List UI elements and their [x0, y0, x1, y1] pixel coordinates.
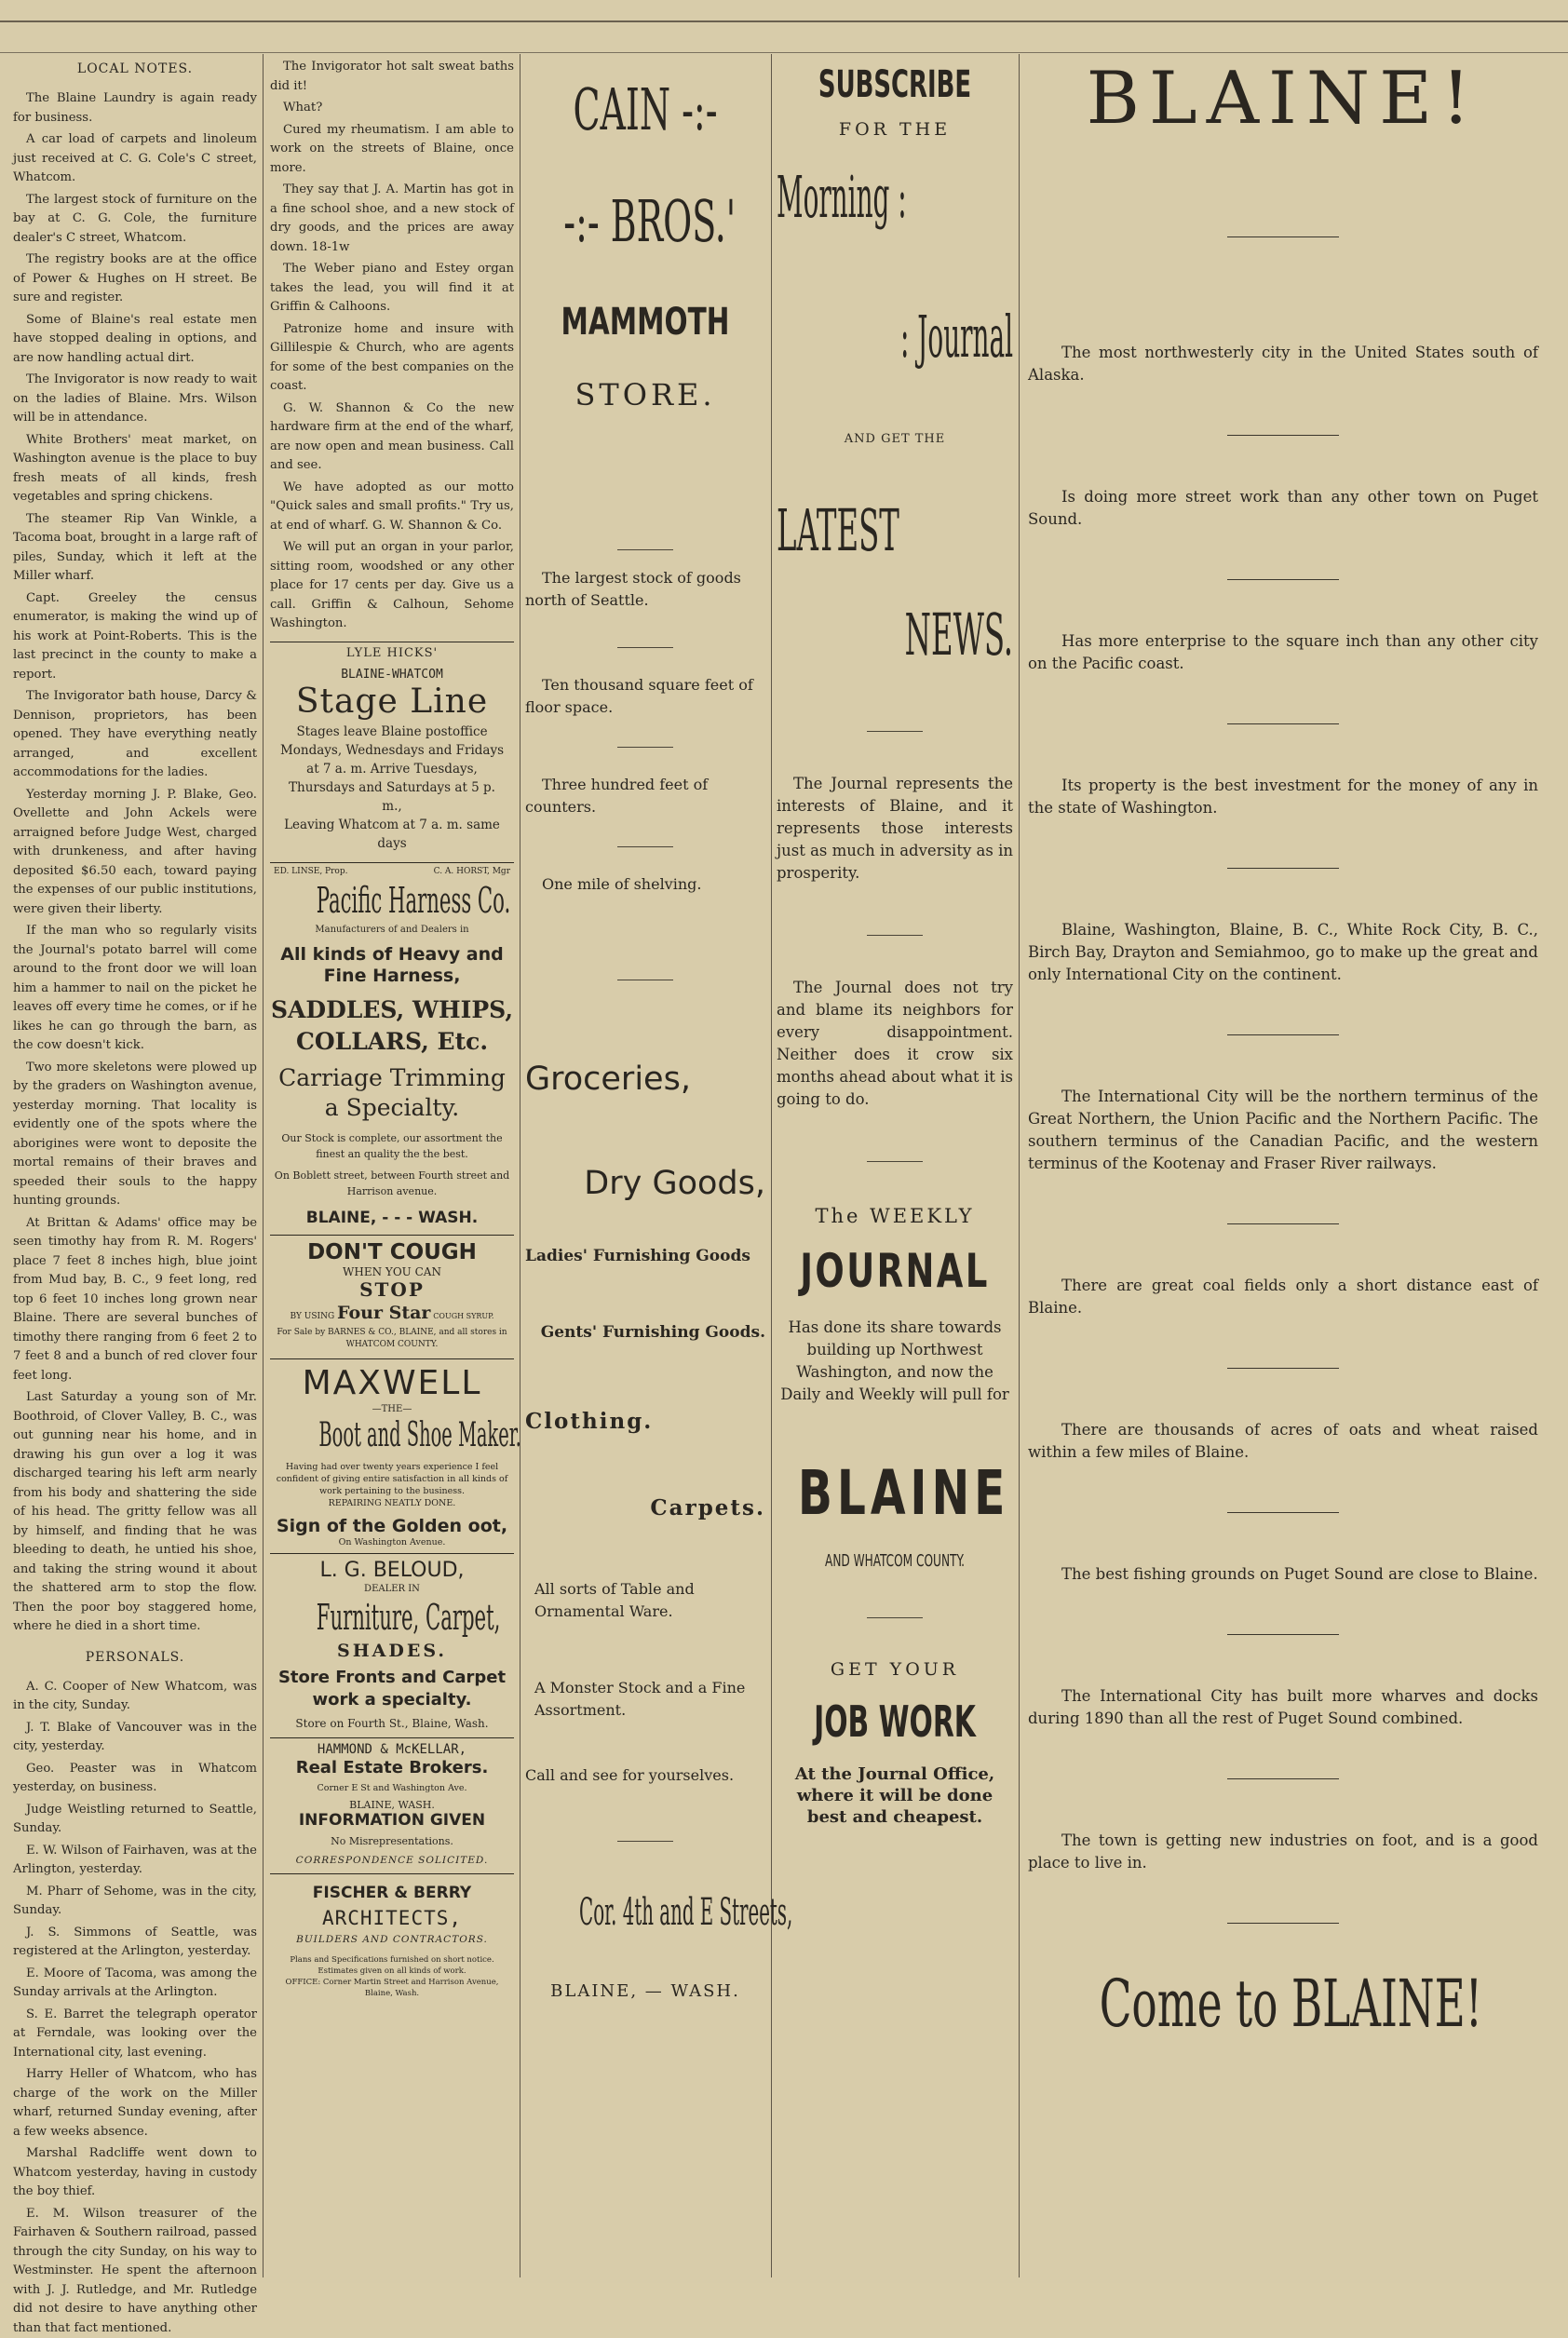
personal-note: J. S. Simmons of Seattle, was registered at the Arlington, yesterday. [13, 1924, 257, 1962]
cough-stop: STOP [270, 1278, 514, 1301]
job-work-text: At the Journal Office, where it will be done best and cheapest. [777, 1764, 1013, 1828]
bros-title: -:- BROS.' [563, 175, 726, 268]
blaine-banner: BLAINE! [1028, 52, 1538, 145]
cough-when: WHEN YOU CAN [270, 1265, 514, 1278]
section-rule [1227, 1923, 1339, 1924]
maxwell-title: MAXWELL [270, 1363, 514, 1404]
personal-note: Judge Weistling returned to Seattle, Sunday. [13, 1801, 257, 1839]
maxwell-address: On Washington Avenue. [270, 1537, 514, 1547]
personal-note: A. C. Cooper of New Whatcom, was in the city, Sunday. [13, 1678, 257, 1716]
gents-label: Gents' Furnishing Goods. [525, 1321, 765, 1344]
cough-sale: For Sale by BARNES & CO., BLAINE, and all stores in WHATCOM COUNTY. [270, 1327, 514, 1351]
and-get-the: AND GET THE [777, 432, 1013, 446]
cough-ad [270, 1235, 514, 1351]
get-your: GET YOUR [777, 1659, 1013, 1680]
hammond-place: BLAINE, WASH. [270, 1799, 514, 1811]
weekly-label: The WEEKLY [777, 1205, 1013, 1227]
personal-note: E. Moore of Tacoma, was among the Sunday arrivals at the Arlington. [13, 1965, 257, 2003]
store-title: STORE. [525, 371, 765, 419]
blaine-fact: Is doing more street work than any other town on Puget Sound. [1028, 486, 1538, 531]
short-note: The Weber piano and Estey organ takes the lead, you will find it at Griffin & Calhoons. [270, 260, 514, 318]
store-corner: Cor. 4th and E Streets, [579, 1885, 711, 1940]
local-note: Yesterday morning J. P. Blake, Geo. Ovellette and John Ackels were arraigned before Judge West, charged with drunkeness, and after having deposited $6.50 each, toward paying the expenses of our public institutions, were given their liberty. [13, 786, 257, 920]
personal-note: E. W. Wilson of Fairhaven, was at the Arlington, yesterday. [13, 1842, 257, 1880]
section-rule [1227, 1634, 1339, 1635]
section-rule [1227, 435, 1339, 436]
fischer-sub: BUILDERS AND CONTRACTORS. [270, 1934, 514, 1945]
journal-para-1: The Journal represents the interests of Blaine, and it represents those interests just as much in adversity as in prosperity. [777, 773, 1013, 885]
local-note: Two more skeletons were plowed up by the graders on Washington avenue, yesterday morning. That locality is evidently one of the spots where the aborigines were wont to deposite the mortal remains of their braves and speeded their souls to the happy hunting grounds. [13, 1059, 257, 1211]
harness-line1: All kinds of Heavy and Fine Harness, [270, 944, 514, 987]
harness-stock: Our Stock is complete, our assortment the finest an quality the the best. [270, 1130, 514, 1162]
call-see: Call and see for yourselves. [525, 1764, 765, 1787]
blaine-fact: The International City will be the northern terminus of the Great Northern, the Union Pacific and the Northern Pacific. The southern terminus of the Canadian Pacific, and the western terminus of the Kootenay and Fraser River railways. [1028, 1086, 1538, 1175]
cough-title: DON'T COUGH [270, 1239, 514, 1265]
beloud-dealer: DEALER IN [270, 1584, 514, 1594]
personal-note: Harry Heller of Whatcom, who has charge of the work on the Miller wharf, returned Sunday evening, after a few weeks absence. [13, 2065, 257, 2142]
dry-goods-label: Dry Goods, [525, 1163, 765, 1204]
stage-route: BLAINE-WHATCOM [270, 668, 514, 682]
short-note: G. W. Shannon & Co the new hardware firm at the end of the wharf, are now open and mean business. Call and see. [270, 399, 514, 476]
carpets-label: Carpets. [525, 1495, 765, 1520]
maxwell-ad [270, 1358, 514, 1547]
blaine-fact: Its property is the best investment for the money of any in the state of Washington. [1028, 775, 1538, 819]
monster-stock: A Monster Stock and a Fine Assortment. [525, 1677, 765, 1722]
personals-heading: PERSONALS. [13, 1650, 257, 1665]
news-title: NEWS. [876, 595, 1013, 675]
ads-column [270, 58, 514, 2274]
local-note: The steamer Rip Van Winkle, a Tacoma boat, brought in a large raft of piles, Sunday, which it left at the Miller wharf. [13, 510, 257, 587]
cough-by-using: BY USING [291, 1312, 335, 1321]
personal-note: S. E. Barret the telegraph operator at Ferndale, was looking over the International city, last evening. [13, 2006, 257, 2063]
blaine-title: BLAINE [798, 1447, 992, 1540]
for-the: FOR THE [777, 119, 1013, 140]
column-divider [1019, 54, 1020, 2277]
fischer-trade: ARCHITECTS, [270, 1902, 514, 1934]
personal-note: J. T. Blake of Vancouver was in the city, yesterday. [13, 1719, 257, 1757]
fact-largest-stock: The largest stock of goods north of Seattle. [525, 567, 765, 612]
personals-list [13, 1678, 257, 2338]
personal-note: Geo. Peaster was in Whatcom yesterday, on business. [13, 1760, 257, 1798]
section-rule [1227, 1368, 1339, 1369]
cough-syrup: COUGH SYRUP. [433, 1312, 493, 1320]
fischer-office: OFFICE: Corner Martin Street and Harrison Avenue, Blaine, Wash. [270, 1977, 514, 1999]
beloud-name: L. G. BELOUD, [270, 1558, 514, 1584]
stage-line-ad [270, 642, 514, 853]
harness-line3: Carriage Trimming a Specialty. [270, 1063, 514, 1123]
journal-ad [777, 58, 1013, 2274]
fact-counters: Three hundred feet of counters. [525, 774, 765, 818]
local-note: A car load of carpets and linoleum just received at C. G. Cole's C street, Whatcom. [13, 130, 257, 188]
local-notes-list [13, 89, 257, 1637]
beloud-address: Store on Fourth St., Blaine, Wash. [270, 1717, 514, 1730]
store-place: BLAINE, — WASH. [525, 1981, 765, 2001]
hammond-name: HAMMOND & McKELLAR, [270, 1742, 514, 1757]
local-note: The Invigorator is now ready to wait on the ladies of Blaine. Mrs. Wilson will be in attendance. [13, 371, 257, 428]
stage-owner: LYLE HICKS' [270, 646, 514, 660]
maxwell-text: Having had over twenty years experience I feel confident of giving entire satisfaction in all kinds of work pertaining to the business. [270, 1461, 514, 1497]
stage-line-title: Stage Line [270, 682, 514, 723]
fact-floor-space: Ten thousand square feet of floor space. [525, 674, 765, 719]
harness-ad [270, 862, 514, 1227]
fischer-ad [270, 1873, 514, 1999]
mammoth-title: MAMMOTH [547, 294, 744, 350]
local-note: The largest stock of furniture on the bay at C. G. Cole, the furniture dealer's C street, Whatcom. [13, 191, 257, 249]
beloud-line1: Furniture, Carpet, [317, 1594, 467, 1641]
cain-bros-ad [525, 58, 765, 2274]
local-note: Some of Blaine's real estate men have stopped dealing in options, and are now handling actual dirt. [13, 311, 257, 369]
harness-place: BLAINE, - - - WASH. [270, 1209, 514, 1227]
blaine-fact: The International City has built more wharves and docks during 1890 than all the rest of Puget Sound combined. [1028, 1685, 1538, 1730]
local-note: The Invigorator bath house, Darcy & Dennison, proprietors, has been opened. They have everything neatly arranged, and excellent accommodations for the ladies. [13, 687, 257, 783]
table-ware: All sorts of Table and Ornamental Ware. [525, 1578, 765, 1623]
beloud-line3: Store Fronts and Carpet work a specialty. [270, 1667, 514, 1711]
morning-title: Morning : [777, 158, 895, 237]
stage-schedule: Stages leave Blaine postoffice Mondays, Wednesdays and Fridays at 7 a. m. Arrive Tuesdays, Thursdays and Saturdays at 5 p. m., [270, 723, 514, 816]
column-divider [771, 54, 772, 2277]
short-notes-list [270, 58, 514, 634]
maxwell-sign: Sign of the Golden oot, [270, 1515, 514, 1537]
come-to-blaine: Come to BLAINE! [1100, 1957, 1467, 2050]
local-notes-column [13, 58, 257, 2274]
short-note: Cured my rheumatism. I am able to work on the streets of Blaine, once more. [270, 121, 514, 179]
short-note: What? [270, 99, 514, 118]
harness-line2: SADDLES, WHIPS, COLLARS, Etc. [270, 994, 514, 1058]
personal-note: M. Pharr of Sehome, was in the city, Sunday. [13, 1883, 257, 1921]
hammond-nomis: No Misrepresentations. [270, 1835, 514, 1847]
local-note: White Brothers' meat market, on Washington avenue is the place to buy fresh meats of all kinds, fresh vegetables and spring chickens. [13, 431, 257, 507]
blaine-facts-column [1028, 58, 1538, 2274]
blaine-facts-list [1028, 237, 1538, 1924]
weekly-journal-title: JOURNAL [798, 1237, 992, 1305]
short-note: They say that J. A. Martin has got in a fine school shoe, and a new stock of dry goods, and the prices are away down. 18-1w [270, 181, 514, 257]
cain-title: CAIN -:- [563, 63, 726, 156]
local-note: If the man who so regularly visits the Journal's potato barrel will come around to the front door we will loan him a hammer to nail on the picket he leaves off every time he comes, or if he likes he can go through the barn, as the cow doesn't kick. [13, 922, 257, 1056]
local-note: At Brittan & Adams' office may be seen timothy hay from R. M. Rogers' place 7 feet 8 inches high, blue joint from Mud bay, B. C., 9 feet long, red top 6 feet 10 inches long grown near Blaine. There are several bunches of timothy there ranging from 6 feet 2 to 7 feet 8 and a bunch of red clover four feet long. [13, 1214, 257, 1386]
column-divider [263, 54, 264, 2277]
fischer-name: FISCHER & BERRY [270, 1884, 514, 1902]
journal-para-2: The Journal does not try and blame its neighbors for every disappointment. Neither does it crow six months ahead about what it is going to do. [777, 977, 1013, 1111]
ladies-label: Ladies' Furnishing Goods [525, 1245, 765, 1267]
local-note: Last Saturday a young son of Mr. Boothroid, of Clover Valley, B. C., was out gunning near his home, and in drawing his gun over a log it was discharged tearing his left arm nearly from his body and shattering the side of his head. The gritty fellow was all by himself, and finding that he was bleeding to death, he untied his shoe, and taking the string wound it about the shattered arm to stop the flow. Then the poor boy staggered home, where he died in a short time. [13, 1388, 257, 1637]
harness-prop: ED. LINSE, Prop. [274, 867, 347, 876]
stage-return: Leaving Whatcom at 7 a. m. same days [270, 816, 514, 853]
short-note: We will put an organ in your parlor, sitting room, woodshed or any other place for 17 cents per day. Give us a call. Griffin & Calhoun, Sehome Washington. [270, 538, 514, 634]
maxwell-repair: REPAIRING NEATLY DONE. [270, 1497, 514, 1509]
harness-sub: Manufacturers of and Dealers in [270, 925, 514, 935]
harness-address: On Boblett street, between Fourth street and Harrison avenue. [270, 1168, 514, 1199]
subscribe-title: SUBSCRIBE [810, 60, 980, 110]
journal-title: : Journal [895, 298, 1013, 376]
local-note: The Blaine Laundry is again ready for business. [13, 89, 257, 128]
job-work-title: JOB WORK [810, 1689, 980, 1754]
maxwell-the: —THE— [270, 1404, 514, 1414]
personal-note: Marshal Radcliffe went down to Whatcom yesterday, having in custody the boy thief. [13, 2144, 257, 2202]
hammond-ad [270, 1737, 514, 1866]
blaine-fact: The most northwesterly city in the United States south of Alaska. [1028, 342, 1538, 386]
masthead-rule [0, 20, 1568, 22]
blaine-fact: The best fishing grounds on Puget Sound are close to Blaine. [1028, 1563, 1538, 1586]
local-note: Capt. Greeley the census enumerator, is making the wind up of his work at Point-Roberts. This is the last precinct in the county to make a report. [13, 589, 257, 685]
section-rule [1227, 579, 1339, 580]
short-note: We have adopted as our motto "Quick sales and small profits." Try us, at end of wharf. G. W. Shannon & Co. [270, 479, 514, 536]
section-rule [1227, 1512, 1339, 1513]
local-note: The registry books are at the office of Power & Hughes on H street. Be sure and register. [13, 250, 257, 308]
harness-title: Pacific Harness Co. [317, 876, 467, 925]
harness-manager: C. A. HORST, Mgr [434, 867, 510, 876]
section-rule [1227, 1223, 1339, 1224]
hammond-correspondence: CORRESPONDENCE SOLICITED. [270, 1855, 514, 1866]
blaine-fact: There are thousands of acres of oats and wheat raised within a few miles of Blaine. [1028, 1419, 1538, 1464]
beloud-line2: SHADES. [270, 1641, 514, 1661]
maxwell-trade: Boot and Shoe Maker. [318, 1414, 465, 1457]
section-rule [1227, 1778, 1339, 1779]
section-rule [1227, 1034, 1339, 1035]
fact-shelving: One mile of shelving. [525, 873, 765, 896]
hammond-trade: Real Estate Brokers. [270, 1757, 514, 1779]
short-note: Patronize home and insure with Gillilespie & Church, who are agents for some of the best companies on the coast. [270, 320, 514, 397]
local-notes-heading: LOCAL NOTES. [13, 61, 257, 76]
section-rule [1227, 868, 1339, 869]
personal-note: E. M. Wilson treasurer of the Fairhaven & Southern railroad, passed through the city Sunday, on his way to Westminster. He spent the afternoon with J. J. Rutledge, and Mr. Rutledge did not desire to have anything other than that fact mentioned. [13, 2205, 257, 2338]
blaine-fact: Has more enterprise to the square inch than any other city on the Pacific coast. [1028, 630, 1538, 675]
groceries-label: Groceries, [525, 1059, 765, 1100]
blaine-fact: There are great coal fields only a short distance east of Blaine. [1028, 1275, 1538, 1319]
latest-title: LATEST [777, 491, 913, 571]
fischer-text: Plans and Specifications furnished on short notice. Estimates given on all kinds of work. [270, 1954, 514, 1977]
cough-brand: Four Star [337, 1303, 430, 1323]
clothing-label: Clothing. [525, 1409, 765, 1434]
blaine-fact: The town is getting new industries on foot, and is a good place to live in. [1028, 1830, 1538, 1874]
hammond-address: Corner E St and Washington Ave. [270, 1783, 514, 1793]
journal-para-3: Has done its share towards building up Northwest Washington, and now the Daily and Weekly will pull for [777, 1317, 1013, 1406]
county-label: AND WHATCOM COUNTY. [806, 1551, 984, 1571]
hammond-info: INFORMATION GIVEN [270, 1811, 514, 1830]
section-rule [1227, 723, 1339, 724]
beloud-ad [270, 1553, 514, 1730]
blaine-fact: Blaine, Washington, Blaine, B. C., White Rock City, B. C., Birch Bay, Drayton and Semiahmoo, go to make up the great and only International City on the continent. [1028, 919, 1538, 986]
short-note: The Invigorator hot salt sweat baths did it! [270, 58, 514, 96]
